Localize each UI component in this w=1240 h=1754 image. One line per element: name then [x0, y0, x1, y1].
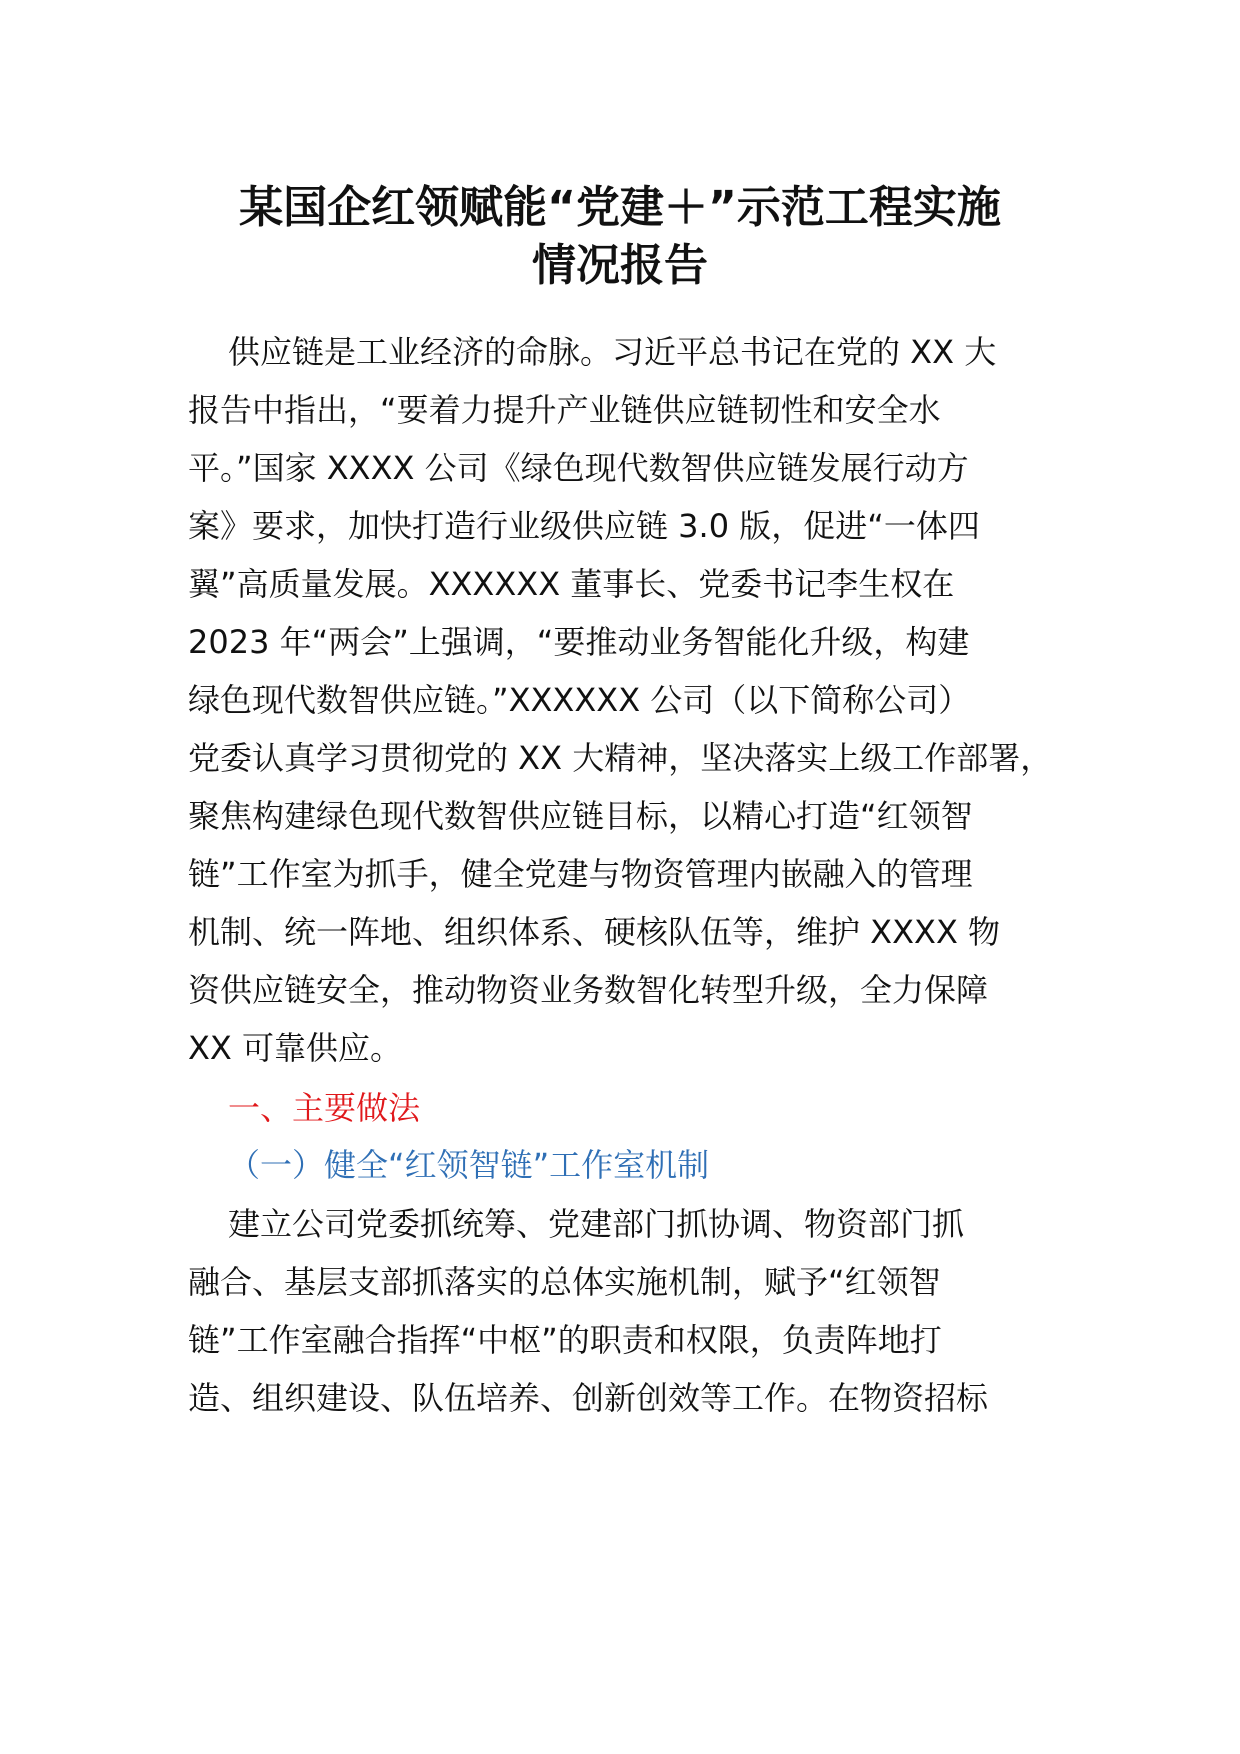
- paragraph-1-line: 链”工作室为抓手，健全党建与物资管理内嵌融入的管理: [188, 855, 973, 893]
- paragraph-1-line: 案》要求，加快打造行业级供应链 3.0 版，促进“一体四: [188, 507, 980, 545]
- paragraph-1-line: 平。”国家 XXXX 公司《绿色现代数智供应链发展行动方: [188, 449, 969, 487]
- paragraph-1-line: 报告中指出，“要着力提升产业链供应链韧性和安全水: [188, 391, 941, 429]
- section-heading-2: （一）健全“红领智链”工作室机制: [228, 1146, 710, 1184]
- paragraph-1-line: 资供应链安全，推动物资业务数智化转型升级，全力保障: [188, 971, 989, 1009]
- document-title-line-2: 情况报告: [532, 240, 708, 291]
- paragraph-2-line: 融合、基层支部抓落实的总体实施机制，赋予“红领智: [188, 1263, 941, 1301]
- paragraph-1-line: 党委认真学习贯彻党的 XX 大精神，坚决落实上级工作部署，: [188, 739, 1053, 777]
- paragraph-1-line: 2023 年“两会”上强调，“要推动业务智能化升级，构建: [188, 623, 970, 661]
- paragraph-1-line: 聚焦构建绿色现代数智供应链目标，以精心打造“红领智: [188, 797, 973, 835]
- paragraph-2-line: 建立公司党委抓统筹、党建部门抓协调、物资部门抓: [228, 1205, 965, 1243]
- document-title-line-1: 某国企红领赋能“党建＋”示范工程实施: [239, 182, 1001, 233]
- paragraph-1-line: 翼”高质量发展。XXXXXX 董事长、党委书记李生权在: [188, 565, 955, 603]
- paragraph-2-line: 造、组织建设、队伍培养、创新创效等工作。在物资招标: [188, 1379, 989, 1417]
- paragraph-1-line: XX 可靠供应。: [188, 1029, 403, 1067]
- paragraph-1-line: 供应链是工业经济的命脉。习近平总书记在党的 XX 大: [228, 333, 997, 371]
- section-heading-1: 一、主要做法: [228, 1089, 421, 1127]
- paragraph-1-line: 机制、统一阵地、组织体系、硬核队伍等，维护 XXXX 物: [188, 913, 1001, 951]
- paragraph-2-line: 链”工作室融合指挥“中枢”的职责和权限，负责阵地打: [188, 1321, 942, 1359]
- paragraph-1-line: 绿色现代数智供应链。”XXXXXX 公司（以下简称公司）: [188, 681, 971, 719]
